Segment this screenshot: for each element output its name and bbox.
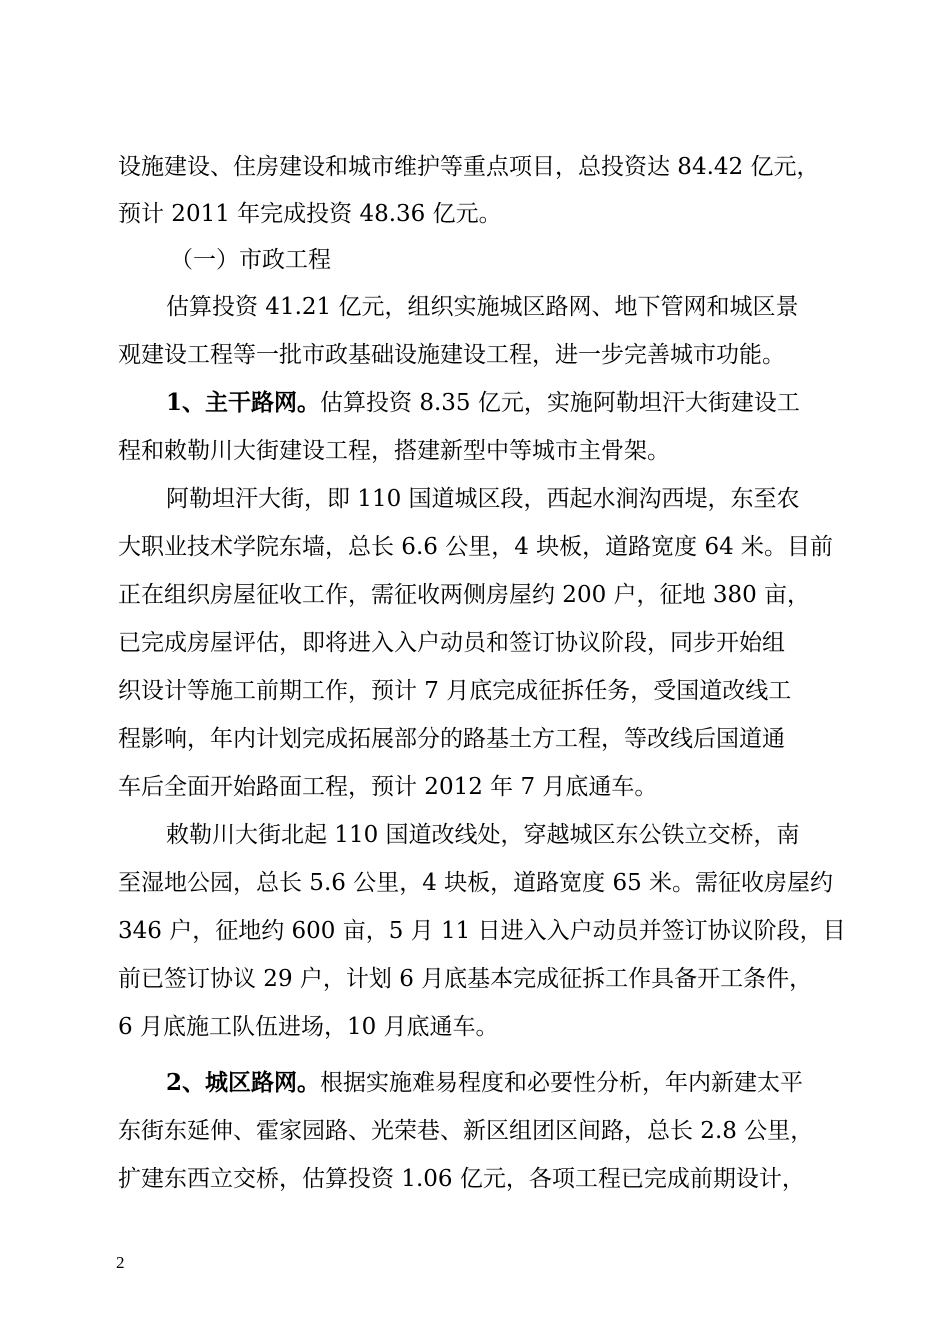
paragraph-line: 6 月底施工队伍进场，10 月底通车。 [118,1014,499,1040]
paragraph-line: 已完成房屋评估，即将进入入户动员和签订协议阶段，同步开始组 [118,630,785,656]
document-body [118,143,858,1203]
paragraph-line: 正在组织房屋征收工作，需征收两侧房屋约 200 户，征地 380 亩， [118,582,811,608]
paragraph-gap [118,1051,858,1059]
subheading-city-road: 2、城区路网。 [166,1069,321,1096]
page-number: 2 [116,1253,125,1272]
paragraph-line: 东街东延伸、霍家园路、光荣巷、新区组团区间路，总长 2.8 公里， [118,1118,814,1144]
paragraph-line: 阿勒坦汗大街，即 110 国道城区段，西起水涧沟西堤，东至农 [166,486,800,512]
paragraph-text: 估算投资 8.35 亿元，实施阿勒坦汗大街建设工 [320,390,800,416]
paragraph-line: 估算投资 41.21 亿元，组织实施城区路网、地下管网和城区景 [166,294,799,320]
paragraph-text: 根据实施难易程度和必要性分析，年内新建太平 [320,1070,804,1096]
paragraph-line: 车后全面开始路面工程，预计 2012 年 7 月底通车。 [118,774,658,800]
paragraph-line: 敕勒川大街北起 110 国道改线处，穿越城区东公铁立交桥，南 [166,822,800,848]
paragraph-line: 设施建设、住房建设和城市维护等重点项目，总投资达 84.42 亿元， [118,154,820,180]
paragraph-line: 织设计等施工前期工作，预计 7 月底完成征拆任务，受国道改线工 [118,678,792,704]
paragraph-line: 至湿地公园，总长 5.6 公里，4 块板，道路宽度 65 米。需征收房屋约 [118,870,834,896]
paragraph-line [118,379,858,427]
subheading-main-road: 1、主干路网。 [166,389,321,416]
paragraph-line [118,1059,858,1107]
section-heading: （一）市政工程 [170,247,331,273]
paragraph-line: 前已签订协议 29 户，计划 6 月底基本完成征拆工作具备开工条件， [118,966,813,992]
paragraph-line: 程影响，年内计划完成拓展部分的路基土方工程，等改线后国道通 [118,726,785,752]
paragraph-line: 观建设工程等一批市政基础设施建设工程，进一步完善城市功能。 [118,342,785,368]
paragraph-line: 预计 2011 年完成投资 48.36 亿元。 [118,201,502,227]
paragraph-line: 大职业技术学院东墙，总长 6.6 公里，4 块板，道路宽度 64 米。目前 [118,534,834,560]
paragraph-line: 扩建东西立交桥，估算投资 1.06 亿元，各项工程已完成前期设计， [118,1166,805,1192]
paragraph-line: 程和敕勒川大街建设工程，搭建新型中等城市主骨架。 [118,438,670,464]
paragraph-line: 346 户，征地约 600 亩，5 月 11 日进入入户动员并签订协议阶段，目 [118,918,846,944]
